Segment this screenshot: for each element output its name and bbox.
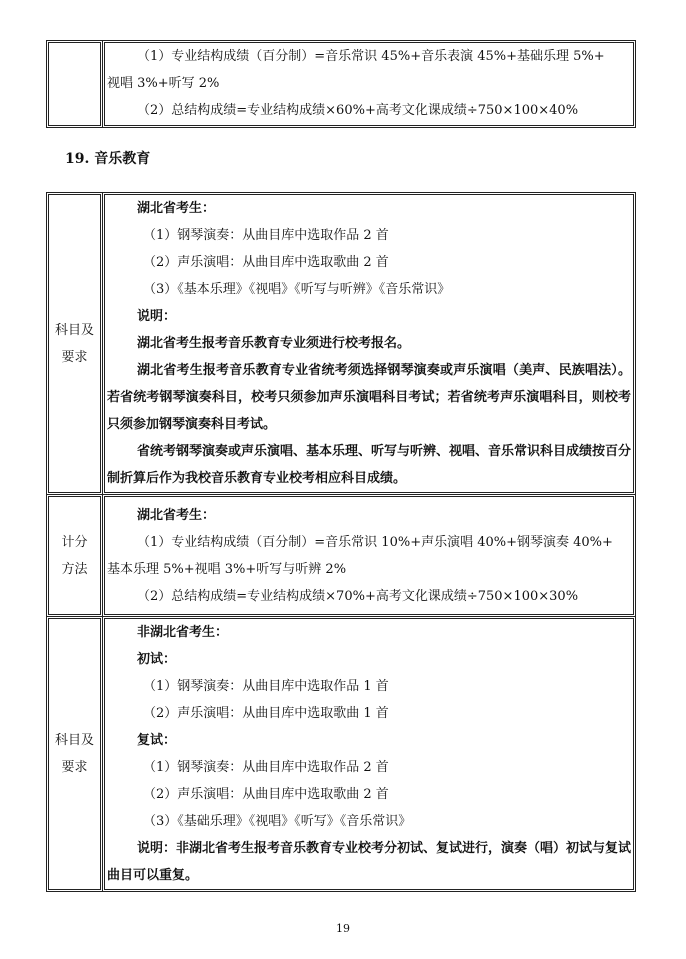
row-label: 计分 [61,534,88,550]
row-label-cell [47,495,103,617]
list-item: （1）钢琴演奏：从曲目库中选取作品 2 首 [143,228,389,243]
section-heading: 19. 音乐教育 [65,151,151,167]
formula-line: 基本乐理 5%+视唱 3%+听写与听辨 2% [107,561,347,577]
row-label: 科目及 [54,733,94,748]
row-label: 科目及 [54,322,94,338]
formula-line: 视唱 3%+听写 2% [107,76,220,91]
row-label-cell [47,617,103,892]
top-table [46,40,636,128]
note-paragraph: 省统考钢琴演奏或声乐演唱、基本乐理、听写与听辨、视唱、音乐常识科目成绩按百分制折算后作为我校音乐教育专业校考相应科目成绩。 [107,444,632,486]
table-row [47,193,636,495]
top-table-body-cell [103,41,636,128]
top-table-label-cell [47,41,103,128]
group-title: 非湖北省考生： [137,625,229,640]
note-paragraph: 湖北省考生报考音乐教育专业须进行校考报名。 [137,336,411,351]
formula-line: （1）专业结构成绩（百分制）=音乐常识 10%+声乐演唱 40%+钢琴演奏 40%+ [137,534,613,550]
note-title: 说明： [137,309,177,324]
round-title: 初试： [137,652,177,667]
main-table [46,192,636,892]
list-item: （2）声乐演唱：从曲目库中选取歌曲 2 首 [143,255,389,270]
list-item: （3）《基本乐理》《视唱》《听写与听辨》《音乐常识》 [143,282,451,297]
formula-line: （1）专业结构成绩（百分制）=音乐常识 45%+音乐表演 45%+基础乐理 5%+ [137,49,605,64]
row-label: 要求 [61,760,88,775]
note-paragraph: 湖北省考生报考音乐教育专业省统考须选择钢琴演奏或声乐演唱（美声、民族唱法）。若省统考钢琴演奏科目，校考只须参加声乐演唱科目考试；若省统考声乐演唱科目，则校考只须参加钢琴演奏科目考试。 [107,363,631,432]
formula-line: （2）总结构成绩=专业结构成绩×70%+高考文化课成绩÷750×100×30% [137,588,579,604]
row-label-cell [47,193,103,495]
page-number: 19 [336,922,350,935]
table-row [47,495,636,617]
note-paragraph: 说明：非湖北省考生报考音乐教育专业校考分初试、复试进行，演奏（唱）初试与复试曲目可以重复。 [107,841,632,883]
row-body-cell [103,495,636,617]
row-label: 要求 [61,349,88,365]
list-item: （2）声乐演唱：从曲目库中选取歌曲 1 首 [143,706,389,721]
formula-line: （2）总结构成绩=专业结构成绩×60%+高考文化课成绩÷750×100×40% [137,103,579,118]
row-body-cell [103,617,636,892]
row-label: 方法 [61,561,88,577]
list-item: （1）钢琴演奏：从曲目库中选取作品 2 首 [143,760,389,775]
round-title: 复试： [137,733,177,748]
group-title: 湖北省考生： [137,201,216,216]
list-item: （1）钢琴演奏：从曲目库中选取作品 1 首 [143,679,389,694]
table-row [47,617,636,892]
list-item: （3）《基础乐理》《视唱》《听写》《音乐常识》 [143,814,412,829]
list-item: （2）声乐演唱：从曲目库中选取歌曲 2 首 [143,787,389,802]
row-body-cell [103,193,636,495]
group-title: 湖北省考生： [137,507,216,523]
